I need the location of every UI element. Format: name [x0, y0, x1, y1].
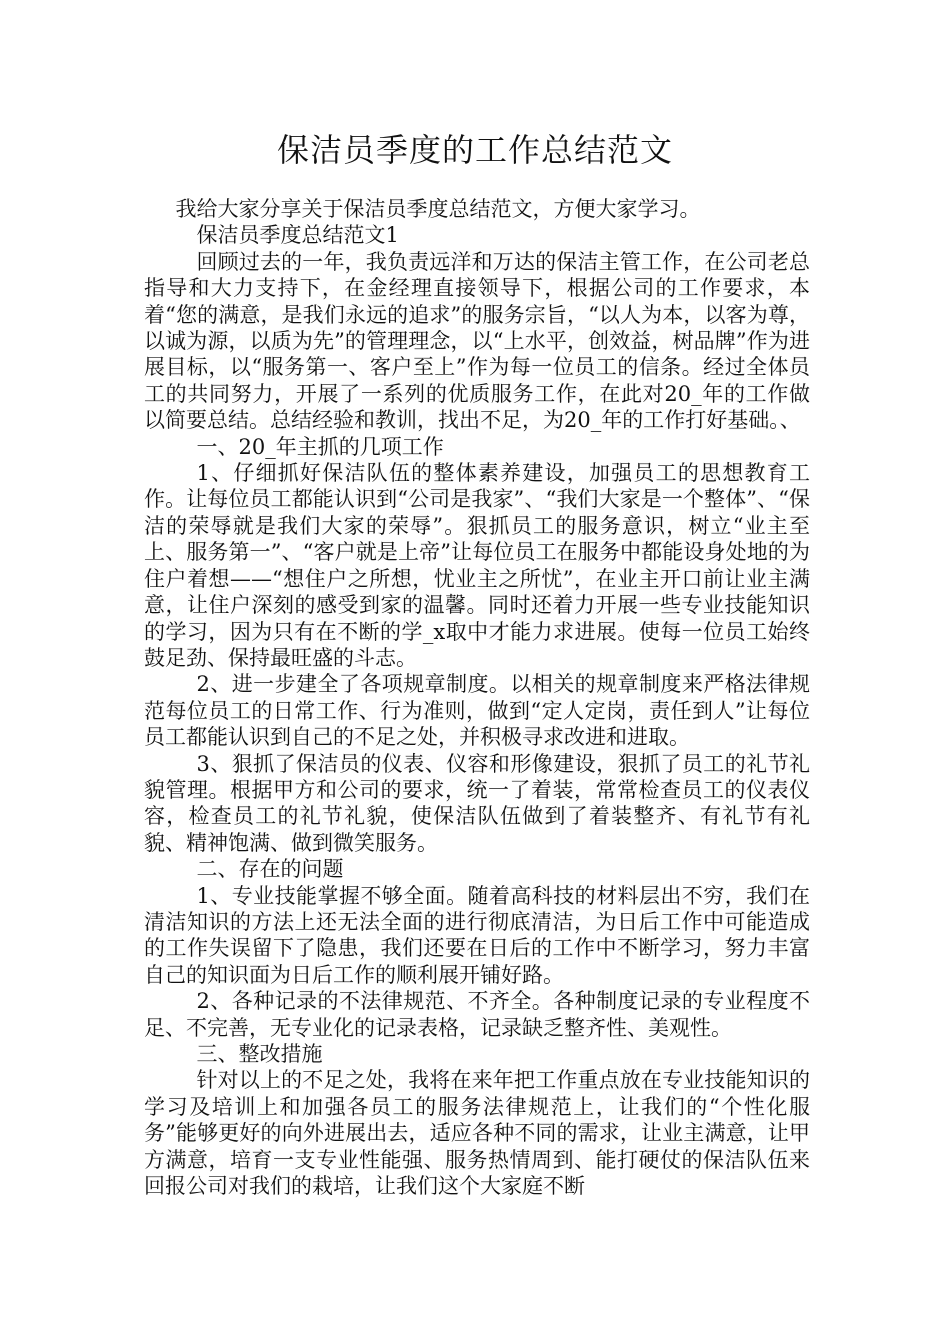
body-paragraph-problem-1: 1、专业技能掌握不够全面。随着高科技的材料层出不穷，我们在清洁知识的方法上还无法全面的进行彻底清洁，为日后工作中可能造成的工作失误留下了隐患，我们还要在日后的工作中不断学习，努力丰富自己的知识面为日后工作的顺利展开铺好路。 — [144, 883, 810, 987]
intro-paragraph: 我给大家分享关于保洁员季度总结范文，方便大家学习。 — [175, 197, 701, 221]
body-paragraph-measures: 针对以上的不足之处，我将在来年把工作重点放在专业技能知识的学习及培训上和加强各员工的服务法律规范上，让我们的“个性化服务”能够更好的向外进展出去，适应各种不同的需求，让业主满意，让甲方满意，培育一支专业性能强、服务热情周到、能打硬仗的保洁队伍来回报公司对我们的栽培，让我们这个大家庭不断 — [144, 1068, 810, 1199]
document-title: 保洁员季度的工作总结范文 — [276, 131, 673, 169]
section-heading-main-work: 一、20_年主抓的几项工作 — [196, 434, 444, 459]
section-heading-summary-1: 保洁员季度总结范文1 — [196, 223, 399, 248]
body-paragraph-review: 回顾过去的一年，我负责远洋和万达的保洁主管工作，在公司老总指导和大力支持下，在金经理直接领导下，根据公司的工作要求，本着“您的满意，是我们永远的追求”的服务宗旨，“以人为本，以客为尊，以诚为源，以质为先”的管理理念，以“上水平，创效益，树品牌”作为进展目标，以“服务第一、客户至上”作为每一位员工的信条。经过全体员工的共同努力，开展了一系列的优质服务工作，在此对20_年的工作做以简要总结。总结经验和教训，找出不足，为20_年的工作打好基础。、 — [144, 249, 810, 433]
section-heading-measures: 三、整改措施 — [196, 1042, 323, 1066]
body-paragraph-work-3: 3、狠抓了保洁员的仪表、仪容和形像建设，狠抓了员工的礼节礼貌管理。根据甲方和公司的要求，统一了着装，常常检查员工的仪表仪容，检查员工的礼节礼貌，使保洁队伍做到了着装整齐、有礼节有礼貌、精神饱满、做到微笑服务。 — [144, 751, 810, 855]
document-body — [144, 196, 810, 1199]
section-heading-problems: 二、存在的问题 — [196, 857, 344, 882]
body-paragraph-work-1: 1、仔细抓好保洁队伍的整体素养建设，加强员工的思想教育工作。让每位员工都能认识到“公司是我家”、“我们大家是一个整体”、“保洁的荣辱就是我们大家的荣辱”。狠抓员工的服务意识，树立“业主至上、服务第一”、“客户就是上帝”让每位员工在服务中都能设身处地的为住户着想——“想住户之所想，忧业主之所忧”，在业主开口前让业主满意，让住户深刻的感受到家的温馨。同时还着力开展一些专业技能知识的学习，因为只有在不断的学_x取中才能力求进展。使每一位员工始终鼓足劲、保持最旺盛的斗志。 — [144, 461, 810, 670]
body-paragraph-work-2: 2、进一步建全了各项规章制度。以相关的规章制度来严格法律规范每位员工的日常工作、行为准则，做到“定人定岗，责任到人”让每位员工都能认识到自己的不足之处，并积极寻求改进和进取。 — [144, 672, 810, 750]
body-paragraph-problem-2: 2、各种记录的不法律规范、不齐全。各种制度记录的专业程度不足、不完善，无专业化的记录表格，记录缺乏整齐性、美观性。 — [144, 989, 810, 1040]
